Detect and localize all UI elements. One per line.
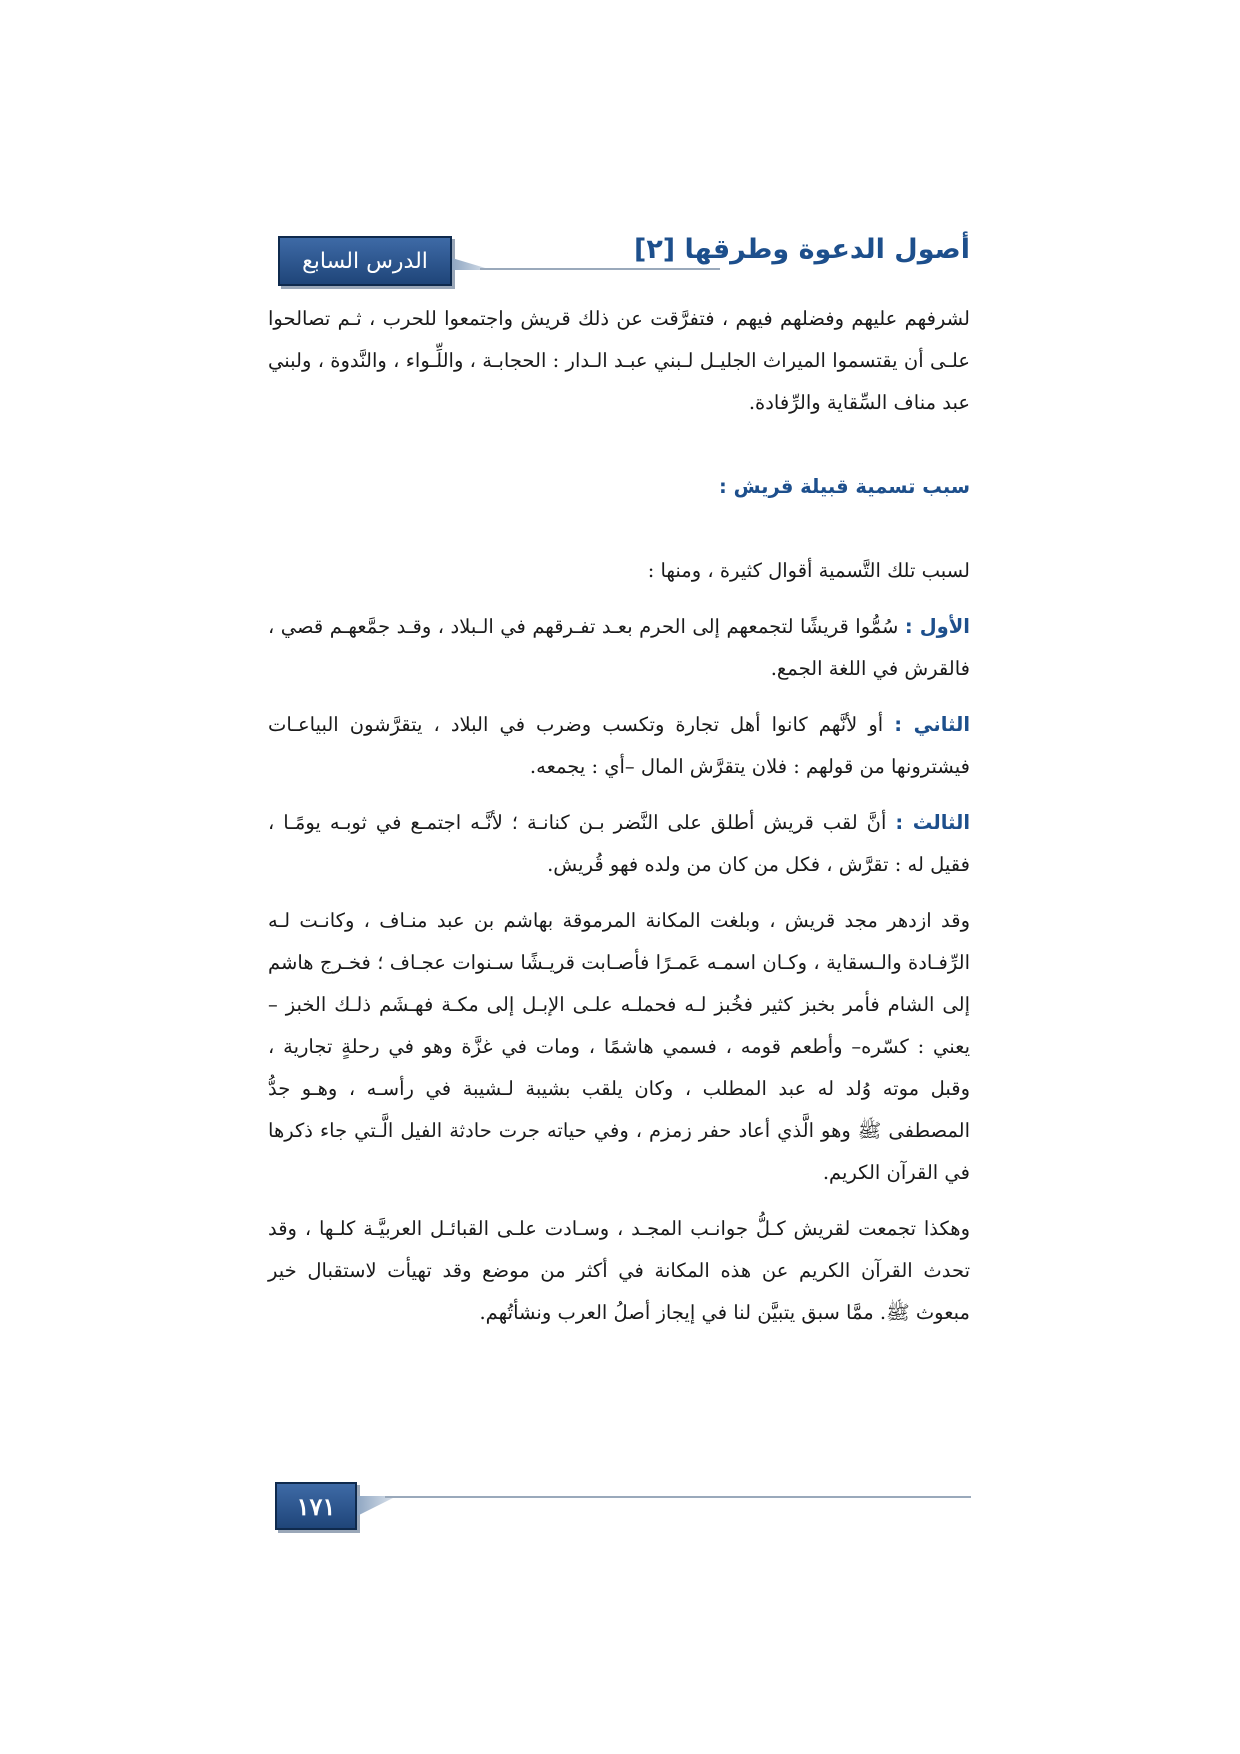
paragraph-hashim: وقد ازدهر مجد قريش ، وبلغت المكانة المرموقة بهاشم بن عبد منـاف ، وكانـت لـه الرِّفـادة والـسقاية ، وكـان اسمـه عَمـرًا فأصـابت قريـشًا سـنوات عجـاف ؛ فخـرج هاشم إلى الشام فأمر بخبز كثير فخُبز لـه فحملـه علـى الإبـل إلى مكـة فهـشَم ذلـك الخبز –يعني : كسّره– وأطعم قومه ، فسمي هاشمًا ، ومات في غزَّة وهو في رحلةٍ تجارية ، وقبل موته وُلد له عبد المطلب ، وكان يلقب بشيبة لـشيبة في رأسـه ، وهـو جدُّ المصطفى ﷺ وهو الَّذي أعاد حفر زمزم ، وفي حياته جرت حادثة الفيل الَّـتي جاء ذكرها في القرآن الكريم. (268, 909, 970, 1184)
page-number: ١٧١ (296, 1491, 336, 1521)
list-item-second-label: الثاني : (894, 713, 971, 736)
paragraph-intro-list: لسبب تلك التَّسمية أقوال كثيرة ، ومنها : (647, 559, 970, 582)
footer-divider (385, 1496, 971, 1498)
page-number-box (275, 1482, 357, 1530)
list-item-third-label: الثالث : (895, 811, 970, 834)
footer-tail-ornament (357, 1496, 397, 1516)
section-heading: سبب تسمية قبيلة قريش : (718, 475, 970, 498)
paragraph-conclusion: وهكذا تجمعت لقريش كـلُّ جوانـب المجـد ، وسـادت علـى القبائـل العربيَّـة كلـها ، وقد تحدث القرآن الكريم عن هذه المكانة في أكثر من موضع وقد تهيأت لاستقبال خير مبعوث ﷺ. ممَّا سبق يتبيَّن لنا في إيجاز أصلُ العرب ونشأتُهم. (268, 1217, 970, 1324)
header-divider (480, 268, 720, 270)
list-item-third (268, 802, 970, 886)
page-header (270, 232, 970, 290)
list-item-second (268, 704, 970, 788)
lesson-label-box (278, 236, 452, 286)
list-item-third-text: أنَّ لقب قريش أطلق على النَّضر بـن كنانـة ؛ لأنَّـه اجتمـع في ثوبـه يومًـا ، فقيل له : تقرَّش ، فكل من كان من ولده فهو قُريش. (268, 811, 970, 876)
page-footer (275, 1482, 971, 1532)
list-item-first-label: الأول : (904, 615, 970, 638)
paragraph-intro-history: لشرفهم عليهم وفضلهم فيهم ، فتفرَّقت عن ذلك قريش واجتمعوا للحرب ، ثـم تصالحوا علـى أن يقتسموا الميراث الجليـل لـبني عبـد الـدار : الحجابـة ، واللِّـواء ، والنَّدوة ، ولبني عبد مناف السِّقاية والرِّفادة. (268, 307, 970, 414)
lesson-label: الدرس السابع (302, 248, 428, 274)
list-item-second-text: أو لأنَّهم كانوا أهل تجارة وتكسب وضرب في البلاد ، يتقرَّشون البياعـات فيشترونها من قولهم : فلان يتقرَّش المال –أي : يجمعه. (268, 713, 970, 778)
book-title: أصول الدعوة وطرقها [٢] (633, 234, 970, 265)
list-item-first-text: سُمُّوا قريشًا لتجمعهم إلى الحرم بعـد تفـرقهم في الـبلاد ، وقـد جمَّعهـم قصي ، فالقرش في اللغة الجمع. (268, 615, 970, 680)
list-item-first (268, 606, 970, 690)
page-body (268, 298, 970, 1334)
